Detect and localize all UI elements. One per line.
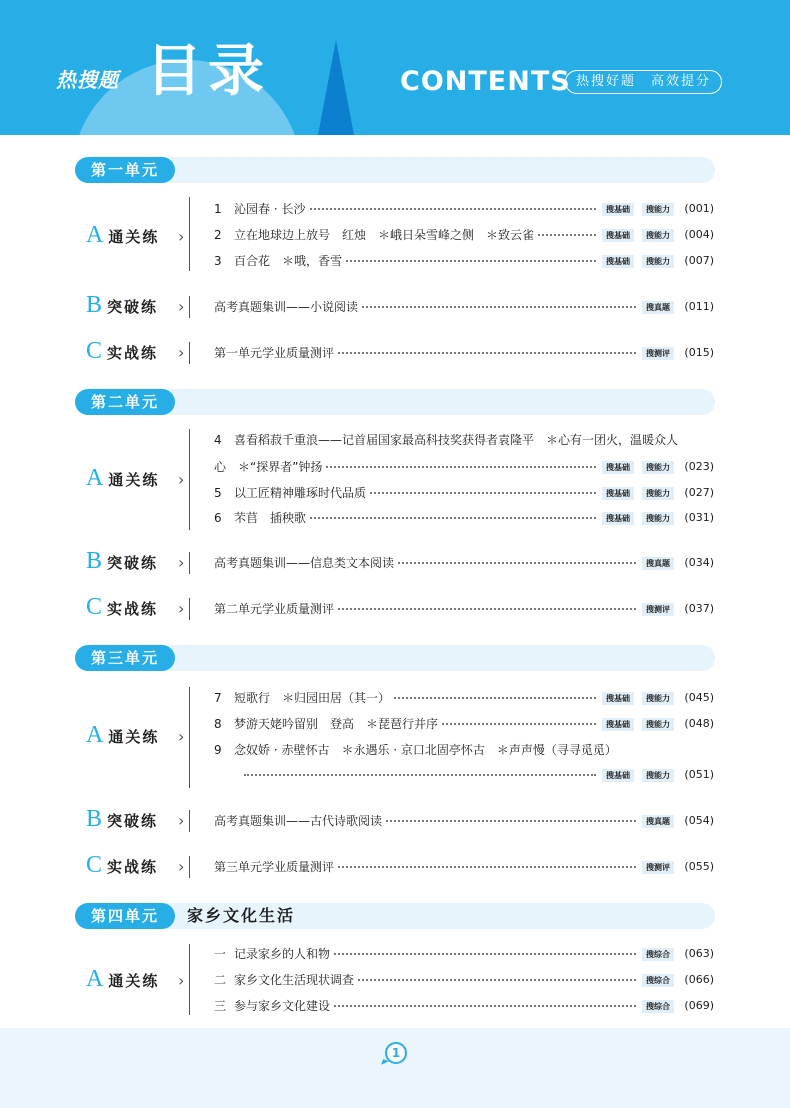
entry-number: 一 (214, 947, 227, 961)
entry-number: 8 (214, 717, 222, 731)
entry-number: 1 (214, 202, 222, 216)
section-name: 实战练 (107, 600, 159, 618)
chevron-right-icon: › (178, 811, 185, 830)
section-name: 通关练 (108, 471, 160, 489)
section-divider (189, 429, 190, 530)
entry-title: 立在地球边上放号 红烛 ＊峨日朵雪峰之侧 ＊致云雀 (234, 226, 538, 244)
section-divider (189, 296, 190, 318)
section-label-c (86, 594, 158, 621)
entry-tag: 搜基础 (602, 255, 634, 268)
toc-entry[interactable] (214, 298, 714, 316)
entry-page: (004) (680, 226, 714, 244)
unit-bar (75, 645, 715, 671)
entry-page: (011) (680, 298, 714, 316)
entry-number: 二 (214, 973, 227, 987)
chevron-right-icon: › (178, 727, 185, 746)
section-label-b (86, 548, 158, 575)
entry-tag: 搜基础 (602, 769, 634, 782)
entry-page: (066) (680, 971, 714, 989)
entry-title: 第二单元学业质量测评 (214, 600, 338, 618)
entry-page: (001) (680, 200, 714, 218)
toc-entry[interactable] (214, 252, 714, 270)
section-letter: A (86, 722, 106, 748)
entry-title: 短歌行 ＊归园田居（其一） (234, 689, 394, 707)
entry-tag: 搜能力 (642, 769, 674, 782)
chevron-right-icon: › (178, 857, 185, 876)
entry-tag: 搜能力 (642, 512, 674, 525)
entry-title: 高考真题集训——小说阅读 (214, 298, 362, 316)
section-name: 突破练 (107, 554, 159, 572)
toc-entry[interactable] (214, 997, 714, 1015)
section-letter: A (86, 465, 106, 491)
entry-title: 高考真题集训——古代诗歌阅读 (214, 812, 386, 830)
toc-entry[interactable] (214, 945, 714, 963)
entry-page: (045) (680, 689, 714, 707)
unit-label: 第三单元 (75, 645, 175, 671)
entry-title: 参与家乡文化建设 (234, 997, 334, 1015)
toc-entry[interactable] (214, 431, 714, 449)
toc-entry[interactable] (214, 715, 714, 733)
entry-tag: 搜能力 (642, 229, 674, 242)
page-title: 目录 (146, 39, 270, 104)
section-name: 通关练 (108, 728, 160, 746)
section-label-c (86, 852, 158, 879)
unit-label: 第二单元 (75, 389, 175, 415)
entry-title: 家乡文化生活现状调查 (234, 971, 358, 989)
toc-entry[interactable] (214, 971, 714, 989)
section-letter: C (86, 338, 105, 364)
entry-tag: 搜能力 (642, 255, 674, 268)
entry-tag: 搜综合 (642, 1000, 674, 1013)
toc-entry[interactable] (214, 600, 714, 618)
section-letter: B (86, 292, 105, 318)
entry-title: 喜看稻菽千重浪——记首届国家最高科技奖获得者袁隆平 ＊心有一团火，温暖众人 (234, 431, 682, 449)
slogan-badge: 热搜好题 高效提分 (565, 70, 722, 94)
unit-label: 第一单元 (75, 157, 175, 183)
entry-number: 7 (214, 691, 222, 705)
entry-tag: 搜真题 (642, 557, 674, 570)
entry-page: (037) (680, 600, 714, 618)
chevron-right-icon: › (178, 343, 185, 362)
section-divider (189, 856, 190, 878)
section-label-c (86, 338, 158, 365)
toc-entry[interactable] (214, 484, 714, 502)
entry-title: 第三单元学业质量测评 (214, 858, 338, 876)
entry-page: (063) (680, 945, 714, 963)
toc-entry[interactable] (214, 509, 714, 527)
unit-bar (75, 157, 715, 183)
entry-number: 3 (214, 254, 222, 268)
entry-number: 三 (214, 999, 227, 1013)
toc-entry[interactable] (214, 741, 714, 759)
toc-entry[interactable] (214, 200, 714, 218)
entry-tag: 搜真题 (642, 815, 674, 828)
entry-page: (031) (680, 509, 714, 527)
unit-label: 第四单元 (75, 903, 175, 929)
entry-title: 以工匠精神雕琢时代品质 (234, 484, 370, 502)
entry-tag: 搜基础 (602, 203, 634, 216)
entry-title: 念奴娇 · 赤壁怀古 ＊永遇乐 · 京口北固亭怀古 ＊声声慢（寻寻觅觅） (234, 741, 621, 759)
section-name: 实战练 (107, 344, 159, 362)
entry-tag: 搜综合 (642, 974, 674, 987)
section-letter: C (86, 594, 105, 620)
unit-bar (75, 389, 715, 415)
entry-number: 2 (214, 228, 222, 242)
brand-label: 热搜题 (56, 68, 119, 92)
entry-page: (007) (680, 252, 714, 270)
section-label-a (86, 722, 159, 749)
entry-tag: 搜能力 (642, 718, 674, 731)
toc-entry[interactable] (214, 858, 714, 876)
chevron-right-icon: › (178, 553, 185, 572)
section-divider (189, 552, 190, 574)
entry-page: (048) (680, 715, 714, 733)
page-number: 1 (385, 1042, 407, 1064)
leader-dots (244, 774, 596, 776)
section-divider (189, 598, 190, 620)
entry-title: 心 ＊“探界者”钟扬 (214, 458, 326, 476)
section-label-b (86, 292, 158, 319)
entry-tag: 搜测评 (642, 347, 674, 360)
entry-title: 沁园春 · 长沙 (234, 200, 309, 218)
entry-tag: 搜能力 (642, 203, 674, 216)
entry-title: 百合花 ＊哦，香雪 (234, 252, 346, 270)
toc-entry[interactable] (214, 812, 714, 830)
section-divider (189, 342, 190, 364)
entry-tag: 搜基础 (602, 461, 634, 474)
entry-tag: 搜真题 (642, 301, 674, 314)
section-divider (189, 944, 190, 1015)
toc-entry[interactable] (214, 226, 714, 244)
section-label-b (86, 806, 158, 833)
section-label-a (86, 222, 159, 249)
entry-tag: 搜综合 (642, 948, 674, 961)
section-label-a (86, 966, 159, 993)
entry-page: (015) (680, 344, 714, 362)
toc-entry[interactable] (214, 554, 714, 572)
section-divider (189, 197, 190, 271)
entry-page: (027) (680, 484, 714, 502)
entry-page: (023) (680, 458, 714, 476)
section-name: 实战练 (107, 858, 159, 876)
chevron-right-icon: › (178, 971, 185, 990)
entry-tag: 搜基础 (602, 718, 634, 731)
entry-number: 5 (214, 486, 222, 500)
toc-entry[interactable] (214, 344, 714, 362)
entry-tag: 搜基础 (602, 487, 634, 500)
contents-heading: CONTENTS (400, 66, 571, 97)
entry-page: (054) (680, 812, 714, 830)
entry-number: 6 (214, 511, 222, 525)
chevron-right-icon: › (178, 599, 185, 618)
entry-title: 高考真题集训——信息类文本阅读 (214, 554, 398, 572)
section-letter: A (86, 966, 106, 992)
entry-page: (051) (680, 766, 714, 784)
entry-tag: 搜测评 (642, 603, 674, 616)
chevron-right-icon: › (178, 227, 185, 246)
toc-entry[interactable] (214, 766, 714, 784)
section-divider (189, 687, 190, 788)
header-banner (0, 0, 790, 135)
entry-title: 记录家乡的人和物 (234, 945, 334, 963)
entry-tag: 搜基础 (602, 512, 634, 525)
chevron-right-icon: › (178, 297, 185, 316)
section-divider (189, 810, 190, 832)
entry-title: 梦游天姥吟留别 登高 ＊琵琶行并序 (234, 715, 442, 733)
section-label-a (86, 465, 159, 492)
section-name: 突破练 (107, 298, 159, 316)
entry-tag: 搜能力 (642, 487, 674, 500)
section-name: 通关练 (108, 972, 160, 990)
chevron-right-icon: › (178, 470, 185, 489)
toc-entry[interactable] (214, 689, 714, 707)
section-name: 通关练 (108, 228, 160, 246)
unit-bar (75, 903, 715, 929)
entry-title: 芣苢 插秧歌 (234, 509, 310, 527)
entry-page: (069) (680, 997, 714, 1015)
decor-triangle (318, 40, 354, 135)
entry-tag: 搜基础 (602, 229, 634, 242)
entry-number: 4 (214, 433, 222, 447)
entry-tag: 搜能力 (642, 461, 674, 474)
entry-number: 9 (214, 743, 222, 757)
toc-entry[interactable] (214, 458, 714, 476)
entry-page: (034) (680, 554, 714, 572)
entry-tag: 搜基础 (602, 692, 634, 705)
section-letter: B (86, 548, 105, 574)
section-letter: A (86, 222, 106, 248)
section-letter: B (86, 806, 105, 832)
entry-tag: 搜测评 (642, 861, 674, 874)
entry-title: 第一单元学业质量测评 (214, 344, 338, 362)
entry-tag: 搜能力 (642, 692, 674, 705)
unit-title: 家乡文化生活 (187, 906, 296, 925)
entry-page: (055) (680, 858, 714, 876)
section-letter: C (86, 852, 105, 878)
section-name: 突破练 (107, 812, 159, 830)
